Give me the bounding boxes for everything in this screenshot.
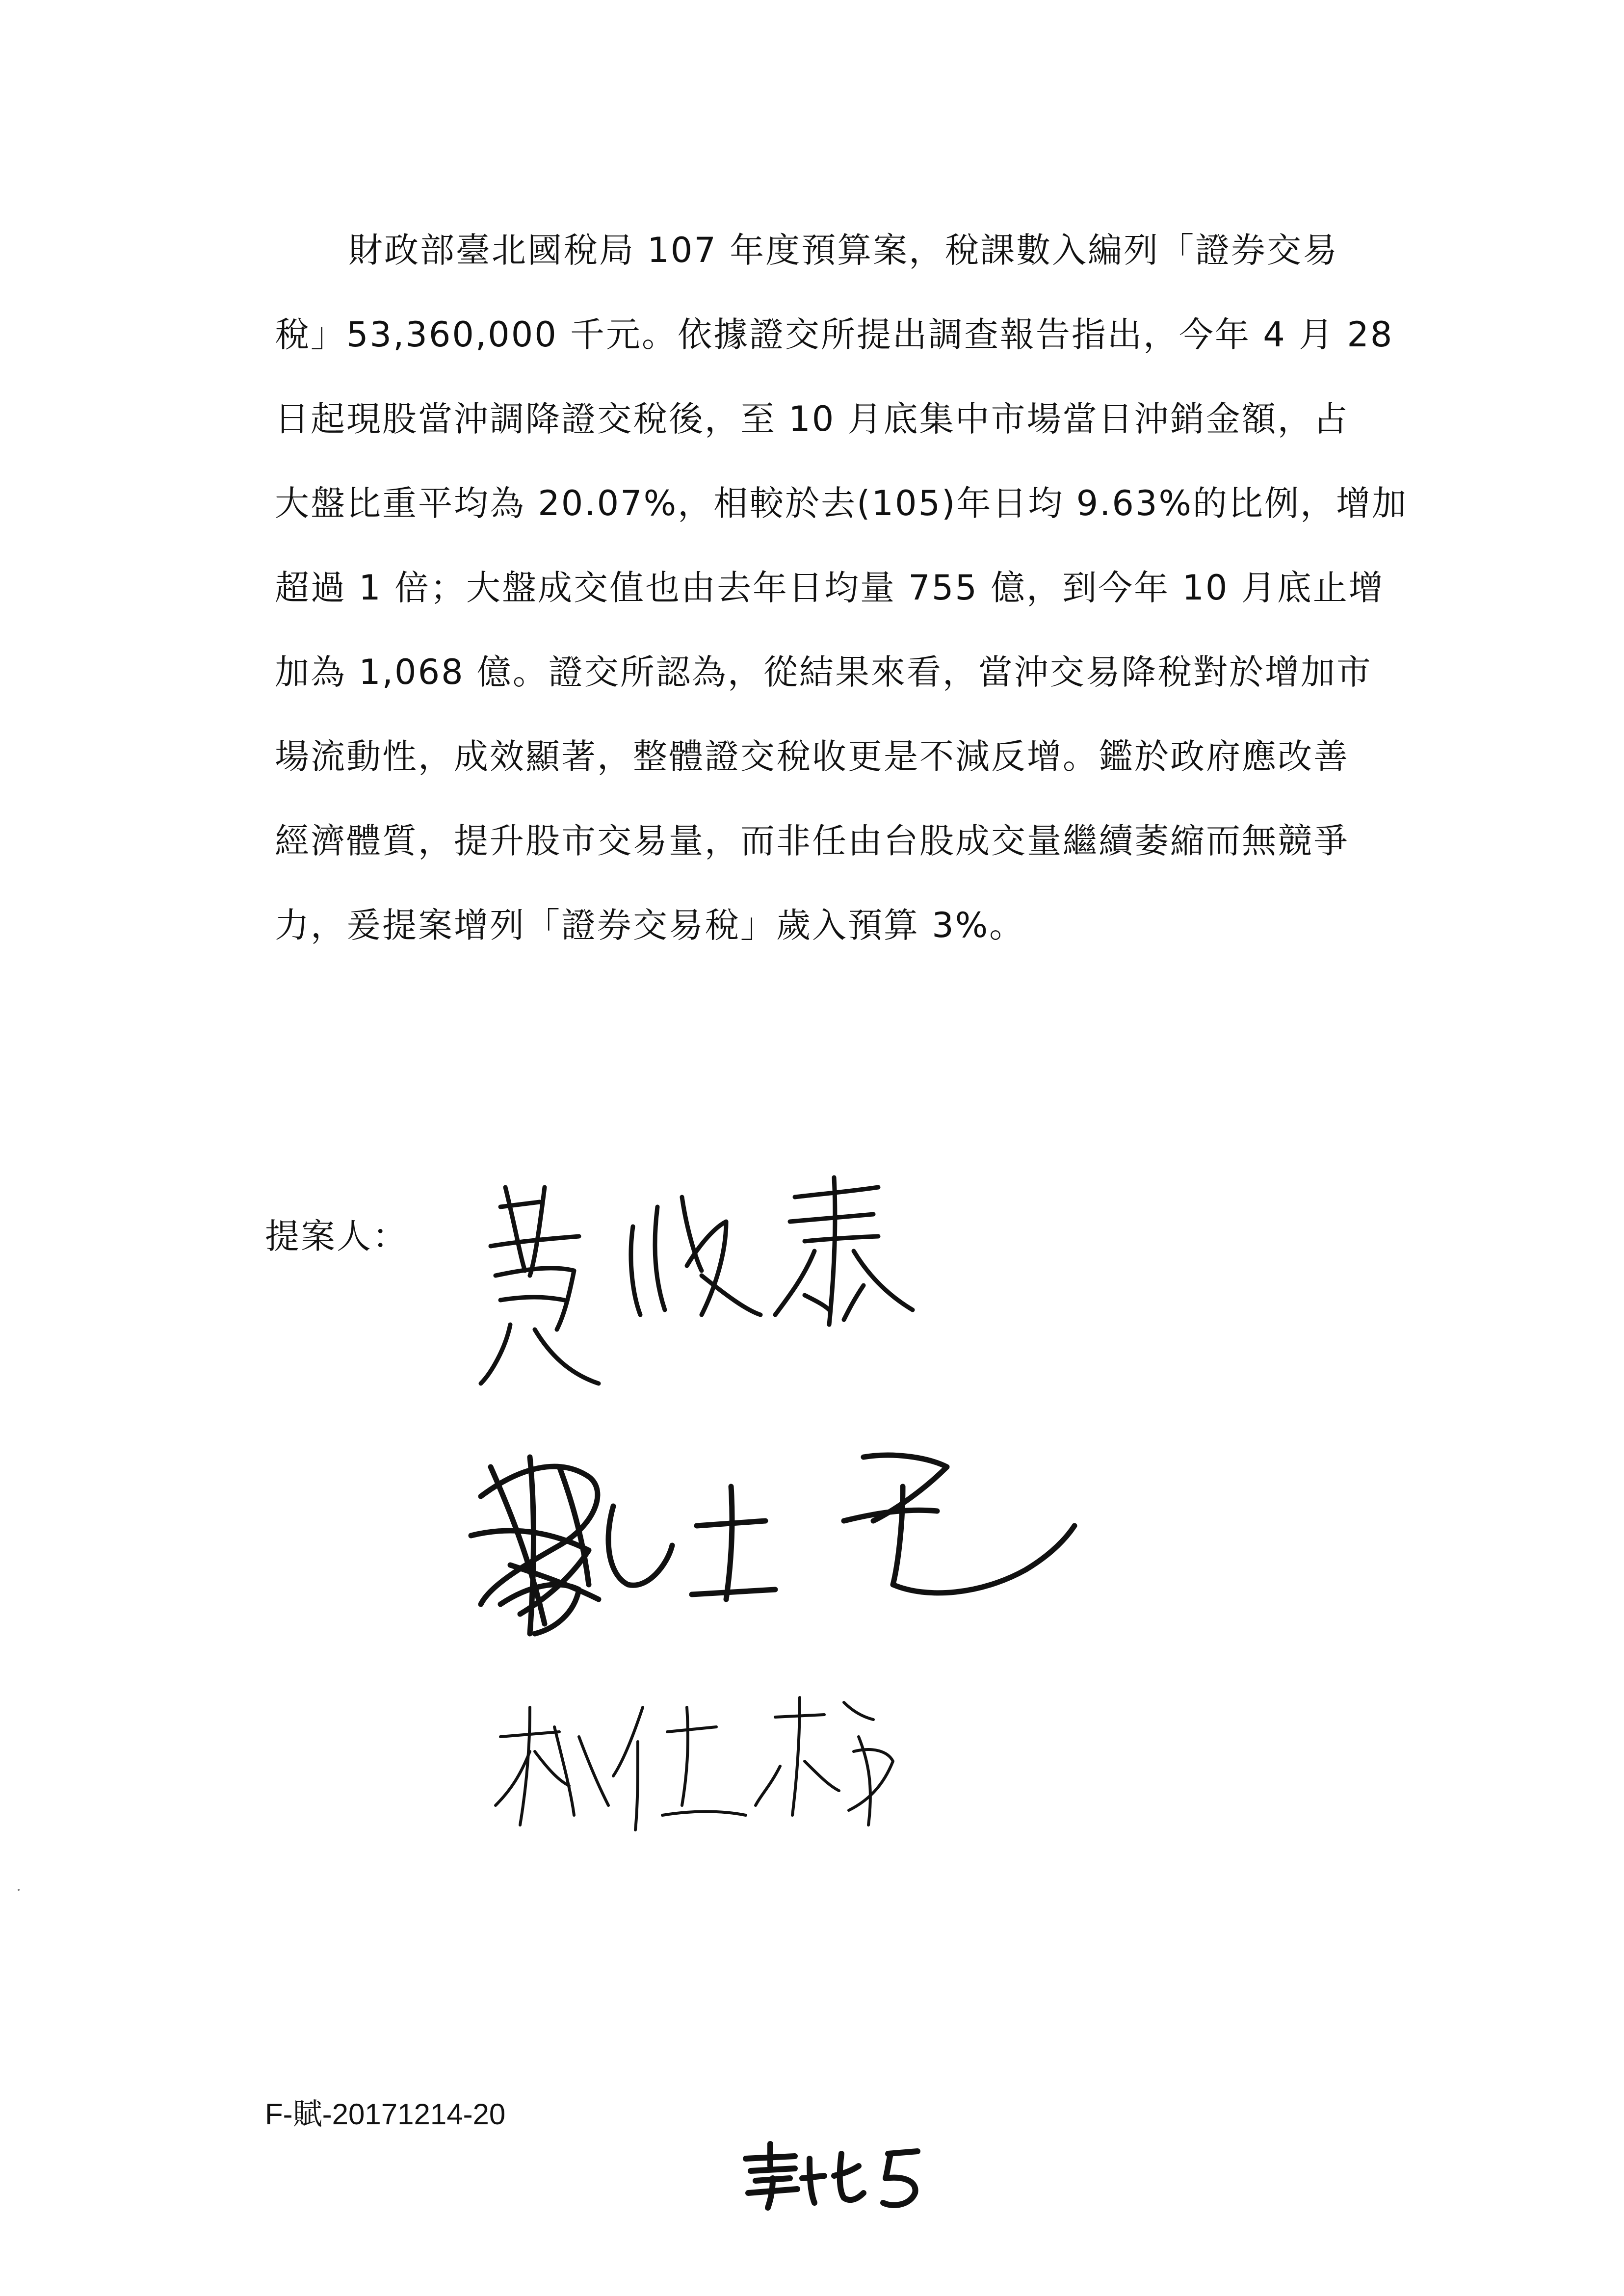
scan-speck (18, 1889, 20, 1891)
signature-2 (461, 1437, 1148, 1644)
body-line: 場流動性，成效顯著，整體證交稅收更是不減反增。鑑於政府應改善 (275, 736, 1349, 777)
body-line: 日起現股當沖調降證交稅後，至 10 月底集中市場當日沖銷金額，占 (275, 399, 1349, 439)
body-line: 財政部臺北國稅局 107 年度預算案，稅課數入編列「證券交易 (348, 230, 1339, 270)
document-code: F-賦-20171214-20 (265, 2098, 506, 2131)
body-line: 稅」53,360,000 千元。依據證交所提出調查報告指出，今年 4 月 28 (275, 314, 1394, 355)
body-line: 加為 1,068 億。證交所認為，從結果來看，當沖交易降稅對於增加市 (275, 652, 1372, 692)
page-number-mark (736, 2139, 932, 2213)
body-line: 大盤比重平均為 20.07%，相較於去(105)年日均 9.63%的比例，增加 (275, 483, 1408, 523)
body-line: 超過 1 倍；大盤成交值也由去年日均量 755 億，到今年 10 月底止增 (275, 568, 1385, 608)
body-line: 力，爰提案增列「證券交易稅」歲入預算 3%。 (275, 905, 1025, 945)
proposal-body (275, 216, 1408, 975)
signature-3 (481, 1668, 922, 1835)
body-line: 經濟體質，提升股市交易量，而非任由台股成交量繼續萎縮而無競爭 (275, 821, 1349, 861)
signature-1 (471, 1168, 962, 1393)
proposer-label: 提案人： (265, 1216, 408, 1256)
